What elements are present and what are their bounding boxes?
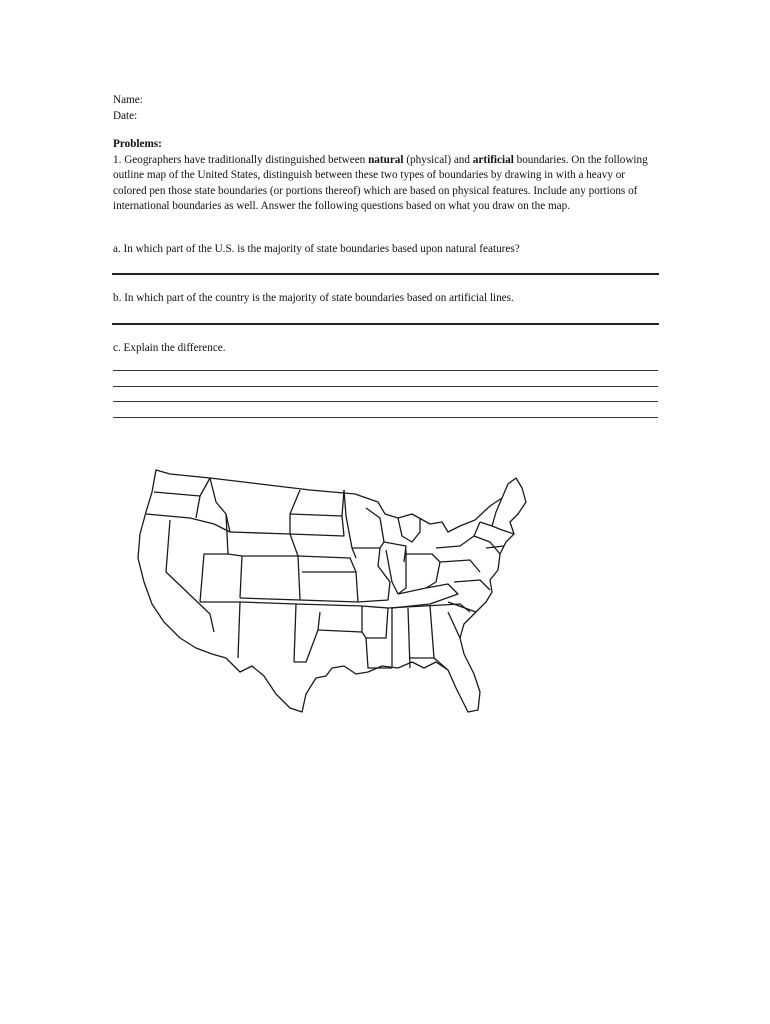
answer-line-c-1[interactable] — [113, 370, 658, 371]
us-outline — [138, 470, 526, 712]
answer-line-c-3[interactable] — [113, 401, 658, 402]
intro-pre: 1. Geographers have traditionally distinguished between — [113, 153, 369, 166]
answer-line-b[interactable] — [112, 323, 659, 325]
answer-line-c-4[interactable] — [113, 417, 658, 418]
question-b: b. In which part of the country is the majority of state boundaries based on artificial lines. — [113, 292, 514, 304]
answer-lines-c[interactable] — [113, 358, 658, 432]
answer-line-c-2[interactable] — [113, 386, 658, 387]
artificial-keyword: artificial — [472, 153, 514, 166]
date-label: Date: — [113, 109, 138, 122]
problem-1-text — [113, 153, 658, 215]
name-label: Name: — [113, 94, 143, 106]
student-header — [113, 93, 658, 124]
answer-line-a[interactable] — [112, 273, 659, 275]
question-a: a. In which part of the U.S. is the majority of state boundaries based upon natural features? — [113, 243, 520, 255]
intro-post: boundaries. On the following outline map of the United States, distinguish between these two types of boundaries by drawing in with a heavy or colored pen those state boundaries (or portions thereof) which are based on physical features. Include any portions of international boundaries as well. Answer the following questions based on what you draw on the map. — [113, 153, 648, 213]
problems-title: Problems: — [113, 138, 162, 150]
us-outline-map-icon[interactable] — [130, 462, 550, 722]
problems-section — [113, 137, 658, 215]
intro-mid: (physical) and — [403, 153, 473, 166]
natural-keyword: natural — [368, 153, 404, 166]
question-c: c. Explain the difference. — [113, 342, 226, 354]
